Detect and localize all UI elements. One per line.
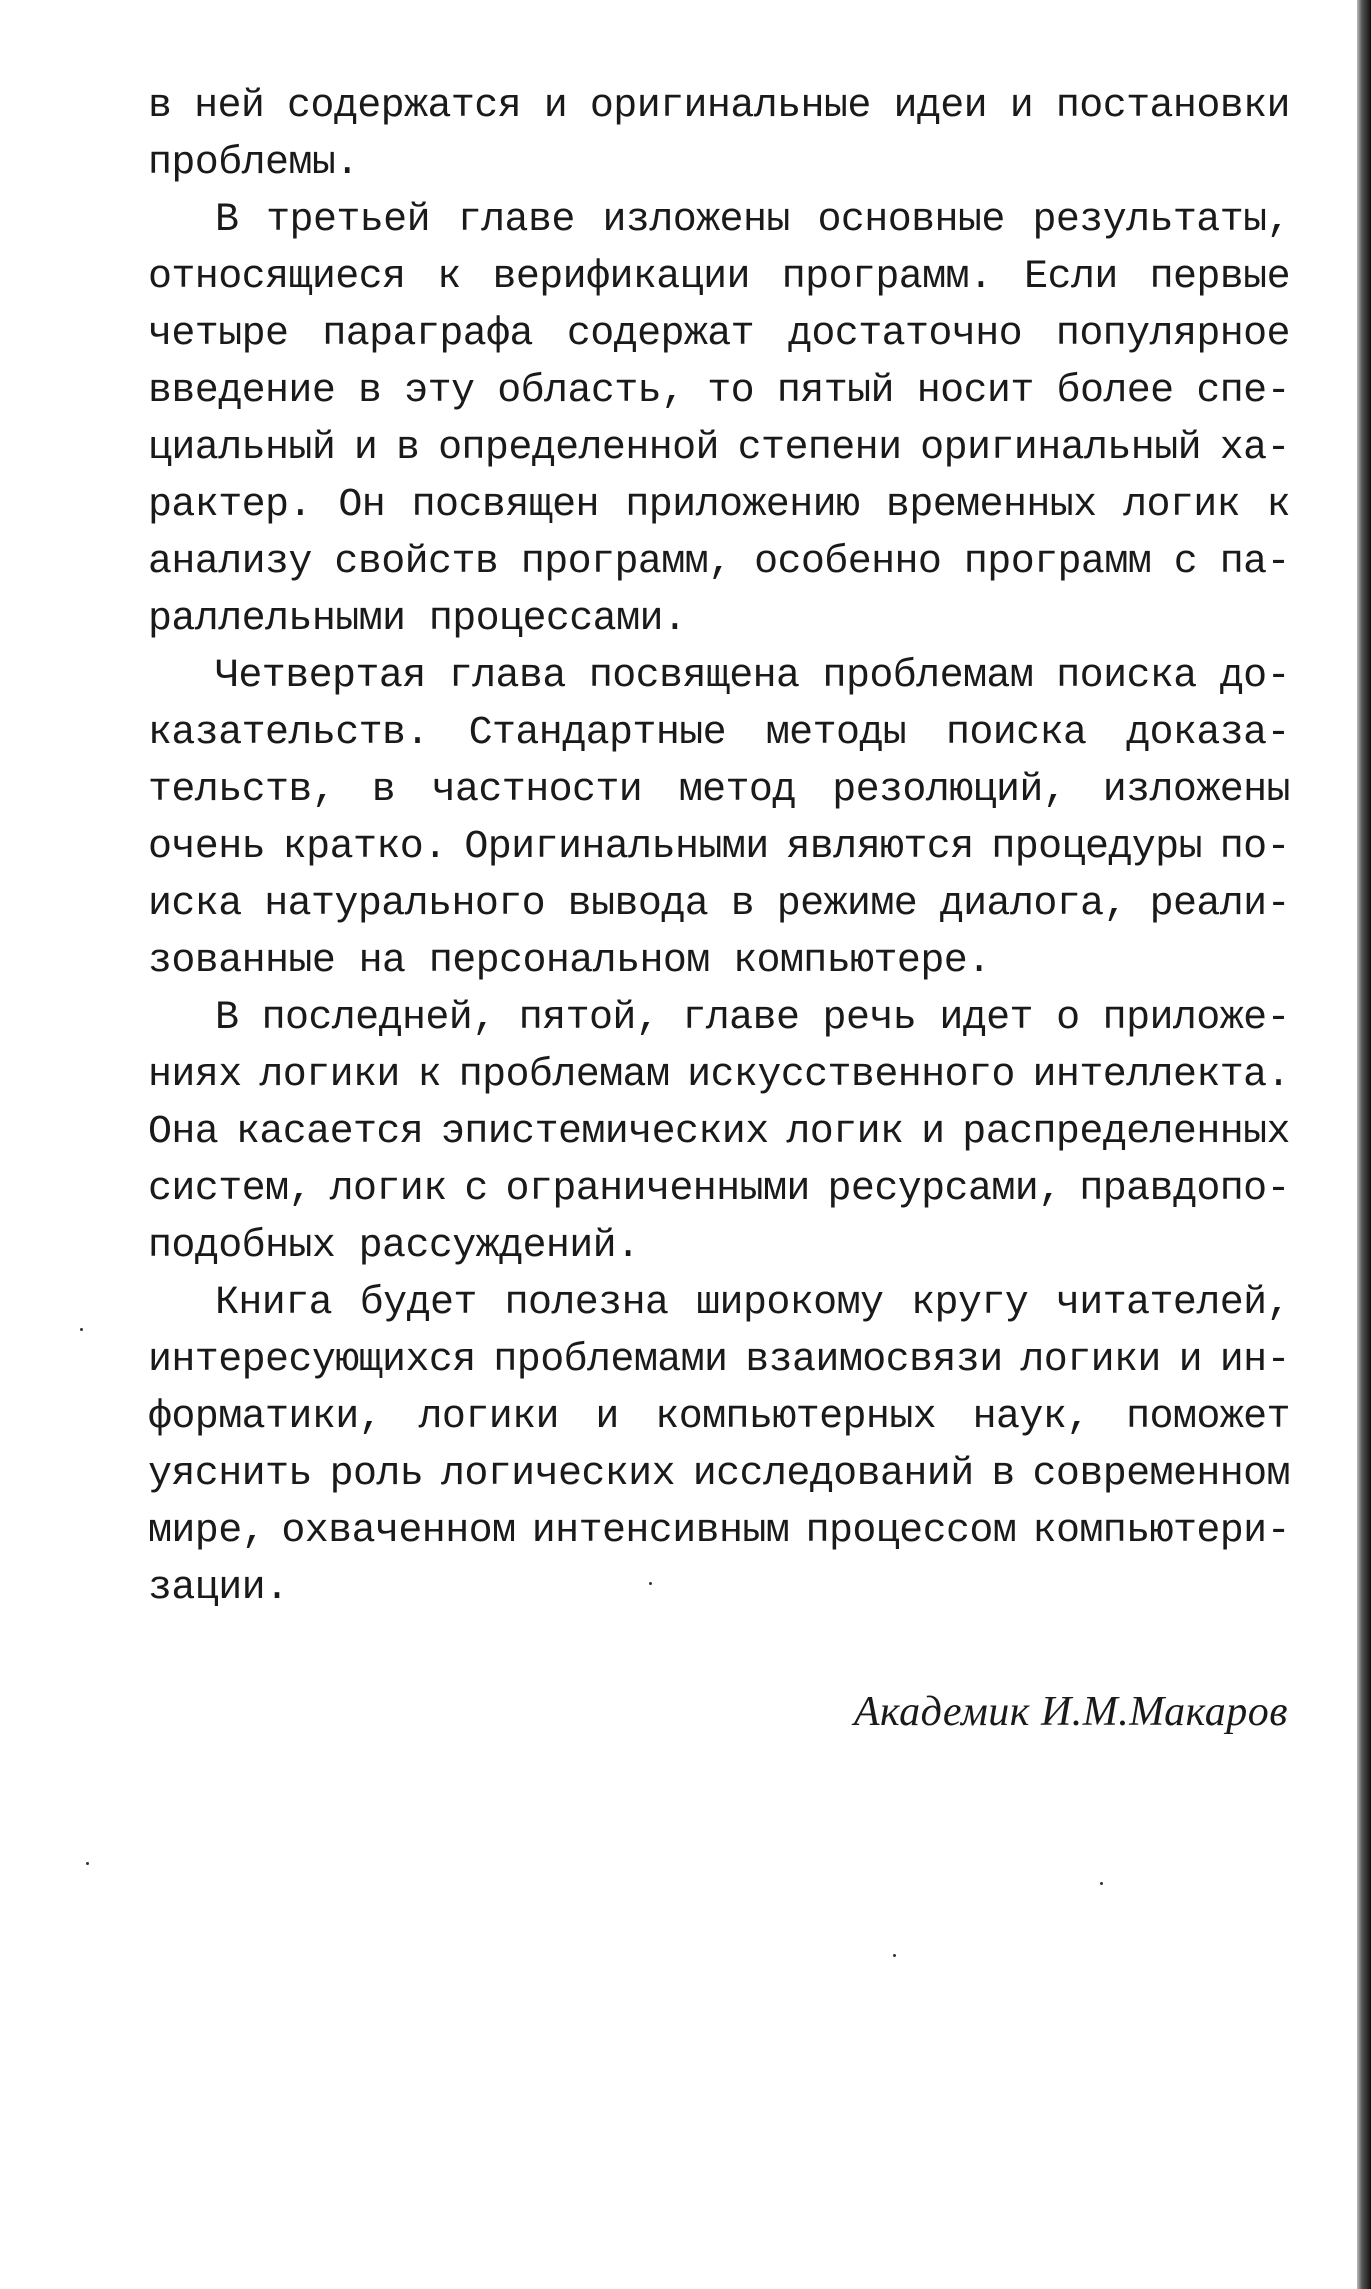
text-line: В последней, пятой, главе речь идет о приложе-	[215, 996, 1290, 1041]
text-line: проблемы.	[148, 141, 359, 186]
text-line: анализу свойств программ, особенно программ с па-	[148, 540, 1290, 585]
text-line: Книга будет полезна широкому кругу читателей,	[215, 1281, 1290, 1326]
text-line: зованные на персональном компьютере.	[148, 939, 991, 984]
text-line: иска натурального вывода в режиме диалога, реали-	[148, 882, 1290, 927]
body-text	[148, 78, 1290, 1617]
scan-page-edge	[1357, 0, 1371, 2289]
text-line: форматики, логики и компьютерных наук, поможет	[148, 1395, 1290, 1440]
text-line: систем, логик с ограниченными ресурсами, правдопо-	[148, 1167, 1290, 1212]
scan-speck	[1100, 1882, 1103, 1885]
text-line: уяснить роль логических исследований в современном	[148, 1452, 1290, 1497]
text-line: подобных рассуждений.	[148, 1224, 640, 1269]
text-line: рактер. Он посвящен приложению временных логик к	[148, 483, 1290, 528]
text-line: очень кратко. Оригинальными являются процедуры по-	[148, 825, 1290, 870]
text-line: казательств. Стандартные методы поиска доказа-	[148, 711, 1290, 756]
text-line: введение в эту область, то пятый носит более спе-	[148, 369, 1290, 414]
text-line: тельств, в частности метод резолюций, изложены	[148, 768, 1290, 813]
text-line: интересующихся проблемами взаимосвязи логики и ин-	[148, 1338, 1290, 1383]
text-line: Четвертая глава посвящена проблемам поиска до-	[215, 654, 1290, 699]
scan-speck	[80, 1328, 83, 1331]
text-line: в ней содержатся и оригинальные идеи и постановки	[148, 84, 1290, 129]
scan-speck	[649, 1582, 652, 1585]
scan-speck	[893, 1954, 896, 1957]
text-line: зации.	[148, 1566, 289, 1611]
text-line: Она касается эпистемических логик и распределенных	[148, 1110, 1290, 1155]
author-signature: Академик И.М.Макаров	[853, 1689, 1288, 1735]
scan-speck	[86, 1862, 89, 1865]
text-line: раллельными процессами.	[148, 597, 687, 642]
text-line: мире, охваченном интенсивным процессом компьютери-	[148, 1509, 1290, 1554]
text-line: ниях логики к проблемам искусственного интеллекта.	[148, 1053, 1290, 1098]
text-line: В третьей главе изложены основные результаты,	[215, 198, 1290, 243]
text-line: циальный и в определенной степени оригинальный ха-	[148, 426, 1290, 471]
text-line: четыре параграфа содержат достаточно популярное	[148, 312, 1290, 357]
text-line: относящиеся к верификации программ. Если первые	[148, 255, 1290, 300]
